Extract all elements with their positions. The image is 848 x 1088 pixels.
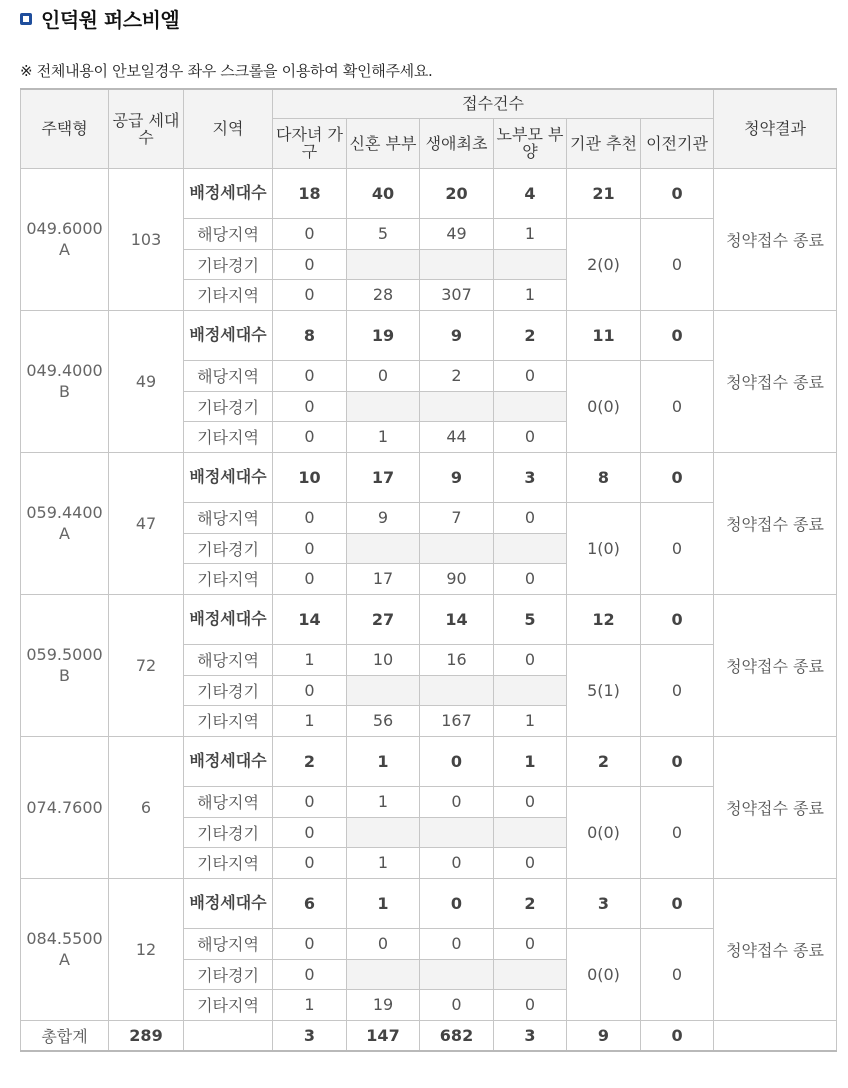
local-multi-child: 0 (273, 928, 347, 959)
empty-cell (494, 959, 567, 989)
header-relocation: 이전기관 (641, 118, 714, 168)
row-label-gyeonggi: 기타경기 (184, 817, 273, 847)
other-elderly-parents: 0 (494, 847, 567, 878)
row-label-other: 기타지역 (184, 279, 273, 310)
local-elderly-parents: 0 (494, 502, 567, 533)
subscription-table (20, 88, 837, 1052)
institution-total: 0(0) (567, 360, 641, 452)
allocated-newlywed: 19 (347, 310, 420, 360)
empty-cell (420, 391, 494, 421)
empty-cell (420, 249, 494, 279)
other-first-time: 0 (420, 847, 494, 878)
other-first-time: 167 (420, 705, 494, 736)
allocated-relocation: 0 (641, 310, 714, 360)
other-multi-child: 0 (273, 847, 347, 878)
empty-cell (494, 675, 567, 705)
header-type: 주택형 (21, 89, 109, 168)
other-first-time: 0 (420, 989, 494, 1020)
allocated-newlywed: 40 (347, 168, 420, 218)
allocated-elderly-parents: 2 (494, 878, 567, 928)
supply-units: 12 (109, 878, 184, 1020)
supply-units: 6 (109, 736, 184, 878)
local-first-time: 0 (420, 928, 494, 959)
allocated-institution: 12 (567, 594, 641, 644)
other-newlywed: 1 (347, 847, 420, 878)
empty-cell (420, 817, 494, 847)
allocated-institution: 21 (567, 168, 641, 218)
total-relocation: 0 (641, 1020, 714, 1051)
empty-cell (420, 959, 494, 989)
institution-total: 5(1) (567, 644, 641, 736)
other-elderly-parents: 0 (494, 989, 567, 1020)
empty-cell (420, 675, 494, 705)
result-status: 청약접수 종료 (714, 878, 837, 1020)
allocated-institution: 8 (567, 452, 641, 502)
other-newlywed: 56 (347, 705, 420, 736)
supply-units: 72 (109, 594, 184, 736)
empty-cell (347, 249, 420, 279)
row-label-local: 해당지역 (184, 928, 273, 959)
allocated-multi-child: 18 (273, 168, 347, 218)
supply-units: 103 (109, 168, 184, 310)
supply-units: 47 (109, 452, 184, 594)
page-title-row (20, 4, 179, 32)
allocated-multi-child: 14 (273, 594, 347, 644)
total-institution: 9 (567, 1020, 641, 1051)
table-row (21, 310, 837, 360)
allocated-first-time: 0 (420, 878, 494, 928)
row-label-local: 해당지역 (184, 360, 273, 391)
allocated-newlywed: 17 (347, 452, 420, 502)
total-elderly-parents: 3 (494, 1020, 567, 1051)
local-first-time: 0 (420, 786, 494, 817)
row-label-other: 기타지역 (184, 421, 273, 452)
header-elderly-parents: 노부모 부양 (494, 118, 567, 168)
result-status: 청약접수 종료 (714, 310, 837, 452)
empty-cell (347, 533, 420, 563)
row-label-gyeonggi: 기타경기 (184, 249, 273, 279)
institution-total: 1(0) (567, 502, 641, 594)
housing-type: 084.5500 A (21, 878, 109, 1020)
allocated-first-time: 20 (420, 168, 494, 218)
other-first-time: 307 (420, 279, 494, 310)
relocation-total: 0 (641, 360, 714, 452)
row-label-gyeonggi: 기타경기 (184, 533, 273, 563)
relocation-total: 0 (641, 644, 714, 736)
empty-cell (347, 391, 420, 421)
header-institution: 기관 추천 (567, 118, 641, 168)
allocated-elderly-parents: 3 (494, 452, 567, 502)
allocated-elderly-parents: 5 (494, 594, 567, 644)
total-label: 총합계 (21, 1020, 109, 1051)
allocated-newlywed: 27 (347, 594, 420, 644)
local-elderly-parents: 1 (494, 218, 567, 249)
result-status: 청약접수 종료 (714, 168, 837, 310)
other-elderly-parents: 0 (494, 563, 567, 594)
header-region: 지역 (184, 89, 273, 168)
local-elderly-parents: 0 (494, 360, 567, 391)
row-label-allocated: 배정세대수 (184, 168, 273, 218)
gyeonggi-multi-child: 0 (273, 391, 347, 421)
row-label-gyeonggi: 기타경기 (184, 675, 273, 705)
other-newlywed: 19 (347, 989, 420, 1020)
result-status: 청약접수 종료 (714, 736, 837, 878)
other-multi-child: 0 (273, 279, 347, 310)
local-newlywed: 1 (347, 786, 420, 817)
institution-total: 2(0) (567, 218, 641, 310)
housing-type: 074.7600 (21, 736, 109, 878)
allocated-first-time: 9 (420, 452, 494, 502)
local-newlywed: 10 (347, 644, 420, 675)
allocated-institution: 2 (567, 736, 641, 786)
row-label-other: 기타지역 (184, 705, 273, 736)
table-row (21, 452, 837, 502)
gyeonggi-multi-child: 0 (273, 533, 347, 563)
local-first-time: 2 (420, 360, 494, 391)
other-multi-child: 0 (273, 563, 347, 594)
row-label-other: 기타지역 (184, 563, 273, 594)
empty-cell (494, 249, 567, 279)
allocated-relocation: 0 (641, 878, 714, 928)
other-multi-child: 1 (273, 989, 347, 1020)
local-newlywed: 9 (347, 502, 420, 533)
local-newlywed: 5 (347, 218, 420, 249)
allocated-institution: 3 (567, 878, 641, 928)
other-newlywed: 28 (347, 279, 420, 310)
allocated-multi-child: 10 (273, 452, 347, 502)
allocated-elderly-parents: 4 (494, 168, 567, 218)
local-multi-child: 0 (273, 786, 347, 817)
local-elderly-parents: 0 (494, 928, 567, 959)
header-result: 청약결과 (714, 89, 837, 168)
row-label-allocated: 배정세대수 (184, 736, 273, 786)
page-title: 인덕원 퍼스비엘 (41, 7, 180, 32)
header-newlywed: 신혼 부부 (347, 118, 420, 168)
allocated-multi-child: 8 (273, 310, 347, 360)
other-multi-child: 1 (273, 705, 347, 736)
local-elderly-parents: 0 (494, 644, 567, 675)
table-row (21, 594, 837, 644)
total-units: 289 (109, 1020, 184, 1051)
row-label-other: 기타지역 (184, 989, 273, 1020)
institution-total: 0(0) (567, 786, 641, 878)
empty-cell (184, 1020, 273, 1051)
local-first-time: 49 (420, 218, 494, 249)
total-first-time: 682 (420, 1020, 494, 1051)
allocated-elderly-parents: 1 (494, 736, 567, 786)
row-label-local: 해당지역 (184, 218, 273, 249)
other-newlywed: 1 (347, 421, 420, 452)
allocated-multi-child: 6 (273, 878, 347, 928)
relocation-total: 0 (641, 218, 714, 310)
allocated-relocation: 0 (641, 594, 714, 644)
relocation-total: 0 (641, 502, 714, 594)
header-applications: 접수건수 (273, 89, 714, 118)
allocated-relocation: 0 (641, 168, 714, 218)
empty-cell (347, 959, 420, 989)
allocated-first-time: 14 (420, 594, 494, 644)
empty-cell (494, 533, 567, 563)
other-first-time: 44 (420, 421, 494, 452)
allocated-relocation: 0 (641, 452, 714, 502)
empty-cell (494, 817, 567, 847)
allocated-newlywed: 1 (347, 878, 420, 928)
row-label-other: 기타지역 (184, 847, 273, 878)
row-label-local: 해당지역 (184, 786, 273, 817)
result-status: 청약접수 종료 (714, 452, 837, 594)
row-label-gyeonggi: 기타경기 (184, 391, 273, 421)
row-label-local: 해당지역 (184, 502, 273, 533)
table-row (21, 168, 837, 218)
row-label-allocated: 배정세대수 (184, 310, 273, 360)
other-newlywed: 17 (347, 563, 420, 594)
table-row (21, 736, 837, 786)
row-label-allocated: 배정세대수 (184, 594, 273, 644)
gyeonggi-multi-child: 0 (273, 959, 347, 989)
local-first-time: 16 (420, 644, 494, 675)
empty-cell (347, 817, 420, 847)
gyeonggi-multi-child: 0 (273, 675, 347, 705)
institution-total: 0(0) (567, 928, 641, 1020)
housing-type: 049.6000 A (21, 168, 109, 310)
relocation-total: 0 (641, 928, 714, 1020)
square-bullet-icon (20, 13, 32, 25)
allocated-multi-child: 2 (273, 736, 347, 786)
row-label-gyeonggi: 기타경기 (184, 959, 273, 989)
gyeonggi-multi-child: 0 (273, 249, 347, 279)
scroll-note: ※ 전체내용이 안보일경우 좌우 스크롤을 이용하여 확인해주세요. (20, 62, 433, 80)
total-row (21, 1020, 837, 1051)
housing-type: 059.5000 B (21, 594, 109, 736)
allocated-relocation: 0 (641, 736, 714, 786)
allocated-newlywed: 1 (347, 736, 420, 786)
allocated-elderly-parents: 2 (494, 310, 567, 360)
local-multi-child: 0 (273, 502, 347, 533)
housing-type: 049.4000 B (21, 310, 109, 452)
empty-cell (347, 675, 420, 705)
housing-type: 059.4400 A (21, 452, 109, 594)
total-multi-child: 3 (273, 1020, 347, 1051)
supply-units: 49 (109, 310, 184, 452)
header-units: 공급 세대수 (109, 89, 184, 168)
allocated-first-time: 0 (420, 736, 494, 786)
header-first-time: 생애최초 (420, 118, 494, 168)
empty-cell (714, 1020, 837, 1051)
local-multi-child: 1 (273, 644, 347, 675)
header-multi-child: 다자녀 가구 (273, 118, 347, 168)
gyeonggi-multi-child: 0 (273, 817, 347, 847)
other-multi-child: 0 (273, 421, 347, 452)
empty-cell (420, 533, 494, 563)
allocated-first-time: 9 (420, 310, 494, 360)
row-label-local: 해당지역 (184, 644, 273, 675)
other-elderly-parents: 0 (494, 421, 567, 452)
local-multi-child: 0 (273, 360, 347, 391)
other-elderly-parents: 1 (494, 279, 567, 310)
row-label-allocated: 배정세대수 (184, 878, 273, 928)
allocated-institution: 11 (567, 310, 641, 360)
local-first-time: 7 (420, 502, 494, 533)
other-elderly-parents: 1 (494, 705, 567, 736)
total-newlywed: 147 (347, 1020, 420, 1051)
local-elderly-parents: 0 (494, 786, 567, 817)
other-first-time: 90 (420, 563, 494, 594)
local-newlywed: 0 (347, 360, 420, 391)
table-row (21, 878, 837, 928)
empty-cell (494, 391, 567, 421)
local-multi-child: 0 (273, 218, 347, 249)
result-status: 청약접수 종료 (714, 594, 837, 736)
relocation-total: 0 (641, 786, 714, 878)
row-label-allocated: 배정세대수 (184, 452, 273, 502)
local-newlywed: 0 (347, 928, 420, 959)
